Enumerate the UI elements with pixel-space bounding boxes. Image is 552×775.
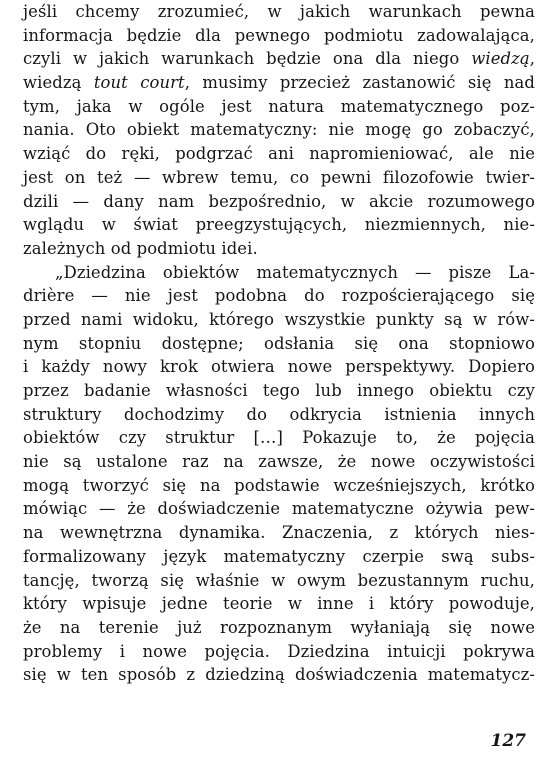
page-number: 127: [490, 731, 526, 751]
text-line: czyli w jakich warunkach będzie ona dla niego wiedzą,: [23, 49, 536, 69]
text-fragment: czyli w jakich warunkach będzie ona dla niego: [23, 49, 460, 69]
text-line: na wewnętrzna dynamika. Znaczenia, z których nies-: [23, 523, 535, 543]
page-body: [23, 0, 535, 687]
text-line: mogą tworzyć się na podstawie wcześniejszych, krótko: [23, 475, 535, 495]
text-line: mówiąc — że doświadczenie matematyczne ożywia pew-: [23, 499, 535, 519]
text-line: dzili — dany nam bezpośrednio, w akcie rozumowego: [23, 191, 535, 211]
text-line: tancję, tworzą się właśnie w owym bezustannym ruchu,: [23, 570, 535, 590]
text-line: „Dziedzina obiektów matematycznych — pisze La-: [55, 262, 535, 282]
text-line: wziąć do ręki, podgrzać ani napromieniować, ale nie: [23, 144, 535, 164]
text-line: że na terenie już rozpoznanym wyłaniają się nowe: [23, 617, 535, 637]
text-line: informacja będzie dla pewnego podmiotu zadowalająca,: [23, 25, 535, 45]
text-line: drière — nie jest podobna do rozpościerającego się: [23, 286, 535, 306]
text-line: struktury dochodzimy do odkrycia istnienia innych: [23, 404, 535, 424]
text-line: [23, 71, 535, 95]
text-fragment: , musimy przecież zastanowić się nad: [184, 73, 536, 93]
text-line: problemy i nowe pojęcia. Dziedzina intuicji pokrywa: [23, 641, 535, 661]
text-line: obiektów czy struktur […] Pokazuje to, że pojęcia: [23, 428, 535, 448]
emphasis-wiedza: wiedzą: [471, 49, 530, 69]
text-line: który wpisuje jedne teorie w inne i który powoduje,: [23, 594, 535, 614]
text-line: jest on też — wbrew temu, co pewni filozofowie twier-: [23, 167, 535, 187]
text-line: nania. Oto obiekt matematyczny: nie mogę go zobaczyć,: [23, 120, 535, 140]
emphasis-tout-court: tout court: [93, 73, 185, 93]
text-fragment: wiedzą: [23, 73, 82, 93]
text-line: zależnych od podmiotu idei.: [23, 238, 258, 258]
text-line: się w ten sposób z dziedziną doświadczenia matematycz-: [23, 665, 535, 685]
text-line: jeśli chcemy zrozumieć, w jakich warunkach pewna: [23, 2, 535, 21]
text-line: nie są ustalone raz na zawsze, że nowe oczywistości: [23, 452, 535, 472]
quote-paragraph: [23, 261, 535, 687]
text-line: i każdy nowy krok otwiera nowe perspektywy. Dopiero: [23, 357, 535, 377]
text-line: przez badanie własności tego lub innego obiektu czy: [23, 381, 535, 400]
text-line: nym stopniu dostępne; odsłania się ona stopniowo: [23, 333, 535, 353]
text-line: przed nami widoku, którego wszystkie punkty są w rów-: [23, 309, 535, 329]
text-line: formalizowany język matematyczny czerpie swą subs-: [23, 546, 535, 566]
paragraph: [23, 0, 535, 261]
text-line: wglądu w świat preegzystujących, niezmiennych, nie-: [23, 215, 535, 235]
text-line: tym, jaka w ogóle jest natura matematycznego poz-: [23, 96, 535, 116]
